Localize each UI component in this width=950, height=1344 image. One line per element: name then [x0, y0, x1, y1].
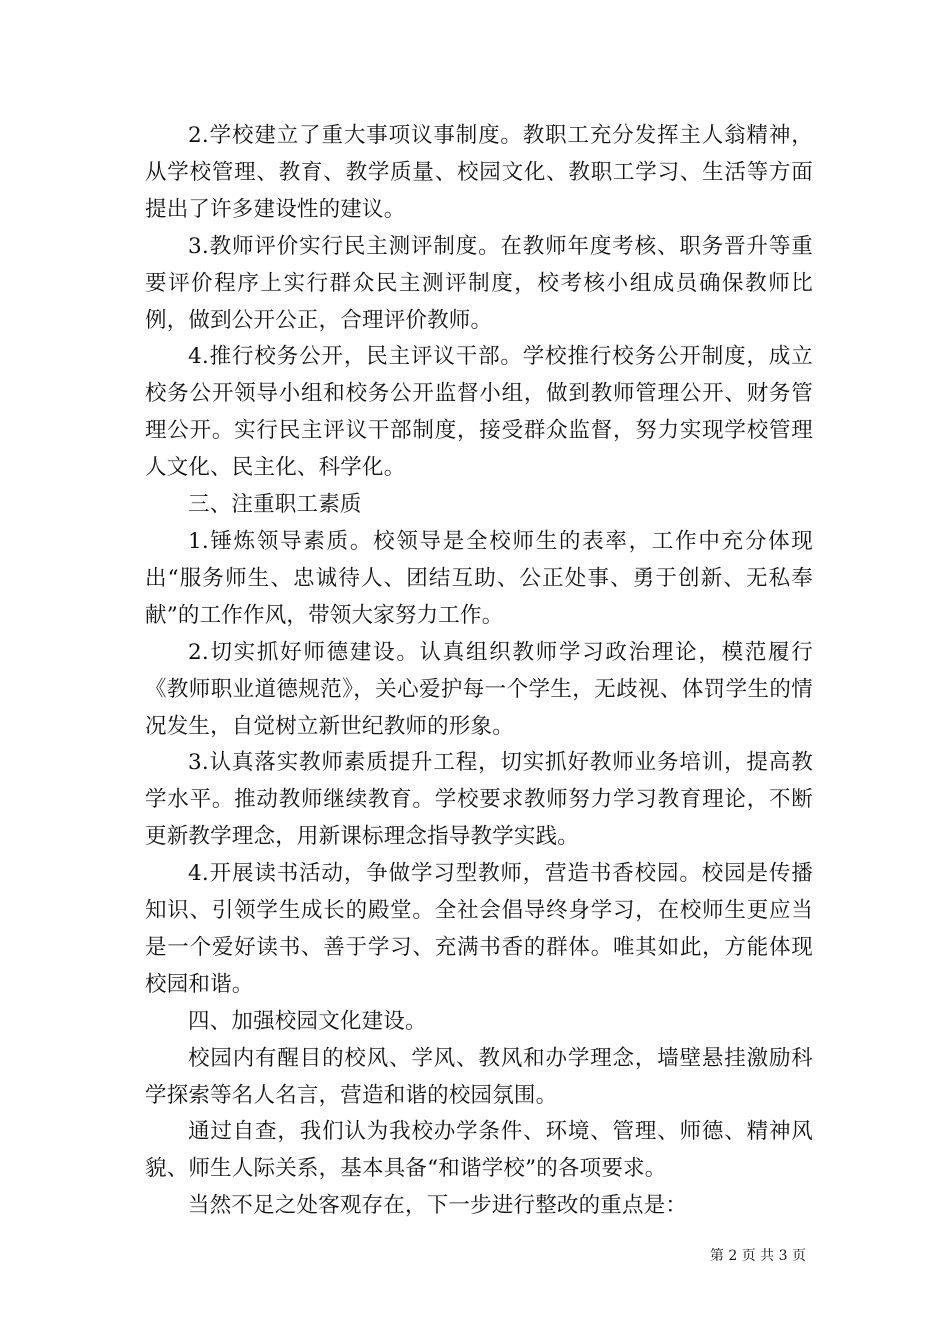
paragraph-teacher-training: 3.认真落实教师素质提升工程，切实抓好教师业务培训，提高教学水平。推动教师继续教育。学校要求教师努力学习教育理论，不断更新教学理念，用新课标理念指导教学实践。: [145, 750, 813, 850]
paragraph-decision-system: 2.学校建立了重大事项议事制度。教职工充分发挥主人翁精神，从学校管理、教育、教学质量、校园文化、教职工学习、生活等方面提出了许多建设性的建议。: [145, 123, 813, 222]
paragraph-campus-slogans: 校园内有醒目的校风、学风、教风和办学理念，墙壁悬挂激励科学探索等名人名言，营造和谐的校园氛围。: [145, 1045, 813, 1108]
paragraph-leadership: 1.锤炼领导素质。校领导是全校师生的表率，工作中充分体现出“服务师生、忠诚待人、团结互助、公正处事、勇于创新、无私奉献”的工作作风，带领大家努力工作。: [145, 528, 813, 628]
document-body: [145, 118, 813, 1225]
page-number-footer: 第 2 页 共 3 页: [709, 1248, 806, 1264]
paragraph-teacher-evaluation: 3.教师评价实行民主测评制度。在教师年度考核、职务晋升等重要评价程序上实行群众民主测评制度，校考核小组成员确保教师比例，做到公开公正，合理评价教师。: [145, 233, 813, 333]
paragraph-teacher-ethics: 2.切实抓好师德建设。认真组织教师学习政治理论，模范履行《教师职业道德规范》，关心爱护每一个学生，无歧视、体罚学生的情况发生，自觉树立新世纪教师的形象。: [145, 639, 813, 739]
section-heading-campus-culture: 四、加强校园文化建设。: [188, 1008, 427, 1034]
section-heading-staff-quality: 三、注重职工素质: [188, 492, 362, 518]
paragraph-self-inspection: 通过自查，我们认为我校办学条件、环境、管理、师德、精神风貌、师生人际关系，基本具备“和谐学校”的各项要求。: [145, 1119, 813, 1182]
paragraph-improvement-focus: 当然不足之处客观存在，下一步进行整改的重点是：: [188, 1193, 688, 1219]
paragraph-school-affairs: 4.推行校务公开，民主评议干部。学校推行校务公开制度，成立校务公开领导小组和校务公开监督小组，做到教师管理公开、财务管理公开。实行民主评议干部制度，接受群众监督，努力实现学校管理人文化、民主化、科学化。: [145, 344, 813, 481]
paragraph-reading-activities: 4.开展读书活动，争做学习型教师，营造书香校园。校园是传播知识、引领学生成长的殿堂。全社会倡导终身学习，在校师生更应当是一个爱好读书、善于学习、充满书香的群体。唯其如此，方能体现校园和谐。: [145, 861, 813, 997]
